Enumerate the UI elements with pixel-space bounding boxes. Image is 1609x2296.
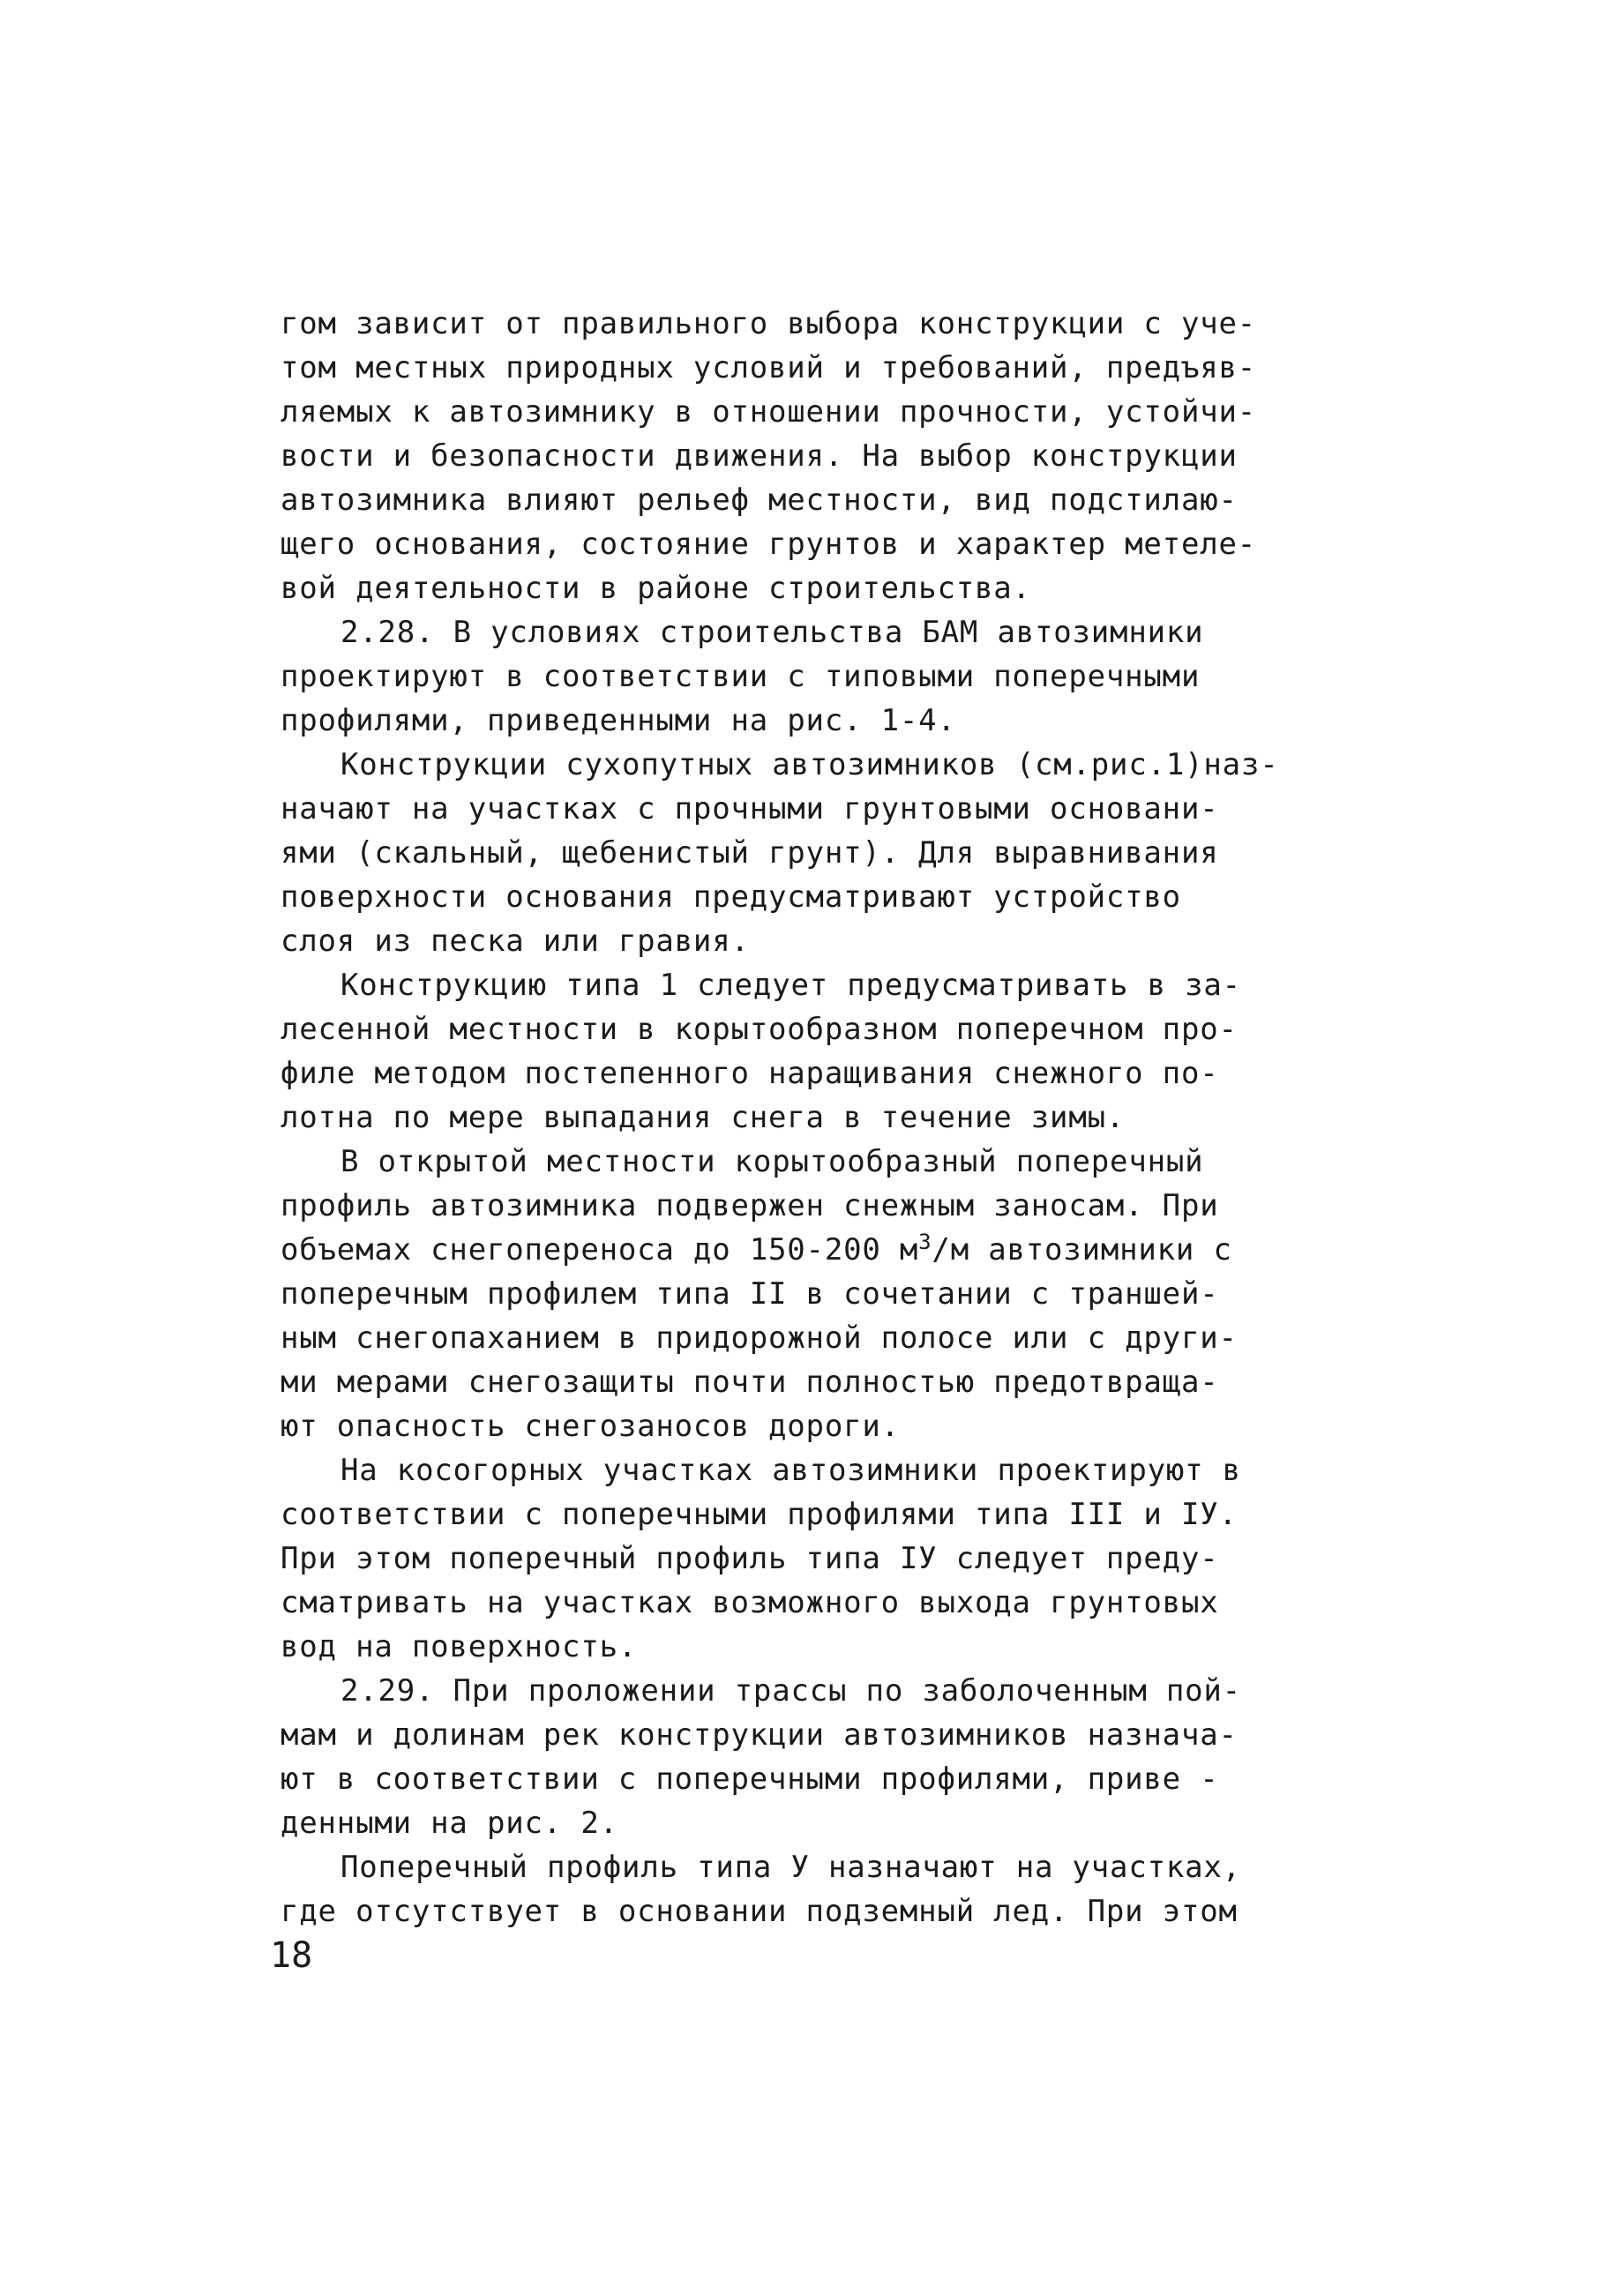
paragraph-start-line: Конструкции сухопутных автозимников (см.рис.1)наз- bbox=[341, 747, 1279, 782]
text-line: денными на рис. 2. bbox=[281, 1806, 618, 1841]
text-line: начают на участках с прочными грунтовыми основани- bbox=[281, 791, 1219, 826]
text-line: ют опасность снегозаносов дороги. bbox=[281, 1409, 900, 1444]
text-line: поперечным профилем типа II в сочетании с траншей- bbox=[281, 1276, 1219, 1312]
text-line: соответствии с поперечными профилями типа III и IУ. bbox=[281, 1497, 1238, 1532]
text-line: проектируют в соответствии с типовыми поперечными bbox=[281, 659, 1201, 694]
text-line: слоя из песка или гравия. bbox=[281, 924, 750, 959]
text-line: вод на поверхность. bbox=[281, 1629, 638, 1664]
text-line: том местных природных условий и требований, предъяв- bbox=[281, 350, 1257, 385]
superscript: 3 bbox=[918, 1230, 932, 1254]
paragraph-start-line: На косогорных участках автозимники проектируют в bbox=[341, 1453, 1241, 1488]
paragraph-start-line: Поперечный профиль типа У назначают на участках, bbox=[341, 1850, 1241, 1885]
page-number: 18 bbox=[270, 1935, 313, 1976]
text-line: гом зависит от правильного выбора конструкции с уче- bbox=[281, 306, 1257, 341]
text-line: ным снегопаханием в придорожной полосе или с други- bbox=[281, 1320, 1238, 1356]
text-line: профиль автозимника подвержен снежным заносам. При bbox=[281, 1188, 1219, 1223]
text-fragment: объемах снегопереноса до 150-200 м bbox=[281, 1232, 919, 1268]
text-line: ями (скальный, щебенистый грунт). Для выравнивания bbox=[281, 835, 1219, 871]
text-line: филе методом постепенного наращивания снежного по- bbox=[281, 1056, 1219, 1091]
paragraph-start-line: В открытой местности корытообразный поперечный bbox=[341, 1144, 1204, 1179]
paragraph-start-line: Конструкцию типа 1 следует предусматривать в за- bbox=[341, 968, 1241, 1003]
text-line: мам и долинам рек конструкции автозимников назнача- bbox=[281, 1717, 1238, 1753]
text-line: автозимника влияют рельеф местности, вид подстилаю- bbox=[281, 482, 1238, 518]
text-line-with-superscript bbox=[281, 1228, 1410, 1272]
text-line: При этом поперечный профиль типа IУ следует преду- bbox=[281, 1541, 1219, 1576]
text-line: профилями, приведенными на рис. 1-4. bbox=[281, 703, 956, 738]
text-line: вой деятельности в районе строительства. bbox=[281, 571, 1031, 606]
text-line: щего основания, состояние грунтов и характер метеле- bbox=[281, 527, 1257, 562]
text-line: вости и безопасности движения. На выбор конструкции bbox=[281, 438, 1238, 474]
text-line: ляемых к автозимнику в отношении прочности, устойчи- bbox=[281, 394, 1257, 430]
text-line: лотна по мере выпадания снега в течение зимы. bbox=[281, 1100, 1126, 1135]
text-line: ми мерами снегозащиты почти полностью предотвраща- bbox=[281, 1365, 1219, 1400]
text-line: где отсутствует в основании подземный лед. При этом bbox=[281, 1894, 1238, 1929]
section-heading-line: 2.29. При проложении трассы по заболоченным пой- bbox=[341, 1673, 1241, 1709]
text-fragment: /м автозимники с bbox=[932, 1232, 1232, 1268]
text-line: сматривать на участках возможного выхода грунтовых bbox=[281, 1585, 1219, 1620]
body-text bbox=[281, 302, 1410, 1933]
text-line: ют в соответствии с поперечными профилями, приве - bbox=[281, 1761, 1219, 1797]
text-line: поверхности основания предусматривают устройство bbox=[281, 879, 1181, 915]
text-line: лесенной местности в корытообразном поперечном про- bbox=[281, 1012, 1238, 1047]
section-heading-line: 2.28. В условиях строительства БАМ автозимники bbox=[341, 615, 1204, 650]
